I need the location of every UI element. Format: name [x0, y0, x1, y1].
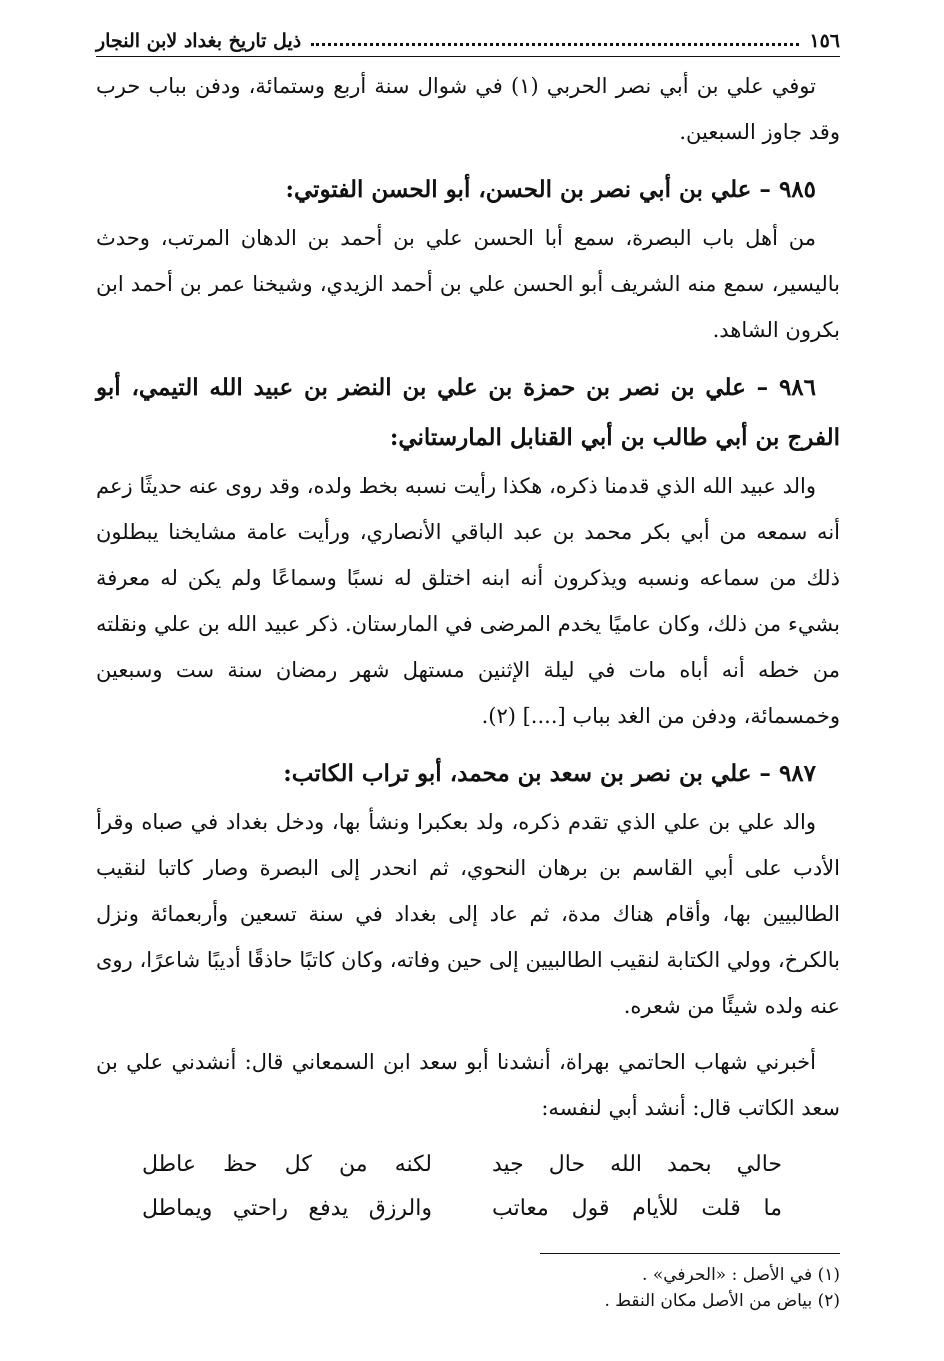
footnote-separator: [540, 1253, 840, 1254]
book-page: [96, 18, 840, 1314]
page-header: [96, 18, 840, 57]
footnote-1: (١) في الأصل : «الحرفي» .: [642, 1265, 840, 1285]
verse-line: [142, 1143, 782, 1187]
verse-line: [142, 1187, 782, 1231]
entry-heading-985: ٩٨٥ – علي بن أبي نصر بن الحسن، أبو الحسن الفتوتي:: [285, 176, 816, 203]
entry-heading-987: ٩٨٧ – علي بن نصر بن سعد بن محمد، أبو تراب الكاتب:: [283, 760, 816, 787]
page-number: ١٥٦: [809, 30, 840, 52]
entry-987-isnad-paragraph: أخبرني شهاب الحاتمي بهراة، أنشدنا أبو سعد ابن السمعاني قال: أنشدني علي بن سعد الكاتب قال: أنشد أبي لنفسه:: [96, 1050, 840, 1120]
entry-986-paragraph: والد عبيد الله الذي قدمنا ذكره، هكذا رأيت نسبه بخط ولده، وقد روى عنه حديثًا زعم أنه سمعه من أبي بكر محمد بن عبد الباقي الأنصاري، ورأيت عامة مشايخنا يبطلون ذلك من سماعه ونسبه ويذكرون أنه ابنه اختلق له نسبًا وسماعًا ولم يكن له معرفة بشيء من ذلك، وكان عاميًا يخدم المرضى في المارستان. ذكر عبيد الله بن علي ونقلته من خطه أنه أباه مات في ليلة الإثنين مستهل شهر رمضان سنة ست وسبعين وخمسمائة، ودفن من الغد بباب [....] (٢).: [96, 474, 840, 728]
footnotes: [96, 1262, 840, 1314]
verse-first-hemistich: حالي بحمد الله حال جيد: [492, 1152, 782, 1177]
entry-heading-986: ٩٨٦ – علي بن نصر بن حمزة بن علي بن النضر بن عبيد الله التيمي، أبو الفرج بن أبي طالب بن أبي القنابل المارستاني:: [96, 374, 840, 451]
header-dot-leader: [311, 43, 799, 46]
intro-paragraph: توفي علي بن أبي نصر الحربي (١) في شوال سنة أربع وستمائة، ودفن بباب حرب وقد جاوز السبعين.: [96, 74, 840, 144]
verse-second-hemistich: والرزق يدفع راحتي ويماطل: [142, 1196, 432, 1221]
running-title: ذيل تاريخ بغداد لابن النجار: [96, 30, 302, 52]
verse-first-hemistich: ما قلت للأيام قول معاتب: [492, 1196, 782, 1221]
footnote-2: (٢) بياض من الأصل مكان النقط .: [604, 1291, 840, 1311]
verse-second-hemistich: لكنه من كل حظ عاطل: [142, 1152, 432, 1177]
poem-verses: [142, 1143, 782, 1231]
entry-985-paragraph: من أهل باب البصرة، سمع أبا الحسن علي بن أحمد بن الدهان المرتب، وحدث باليسير، سمع منه الشريف أبو الحسن علي بن أحمد الزيدي، وشيخنا عمر بن أحمد ابن بكرون الشاهد.: [96, 226, 840, 342]
entry-987-paragraph: والد علي بن علي الذي تقدم ذكره، ولد بعكبرا ونشأ بها، ودخل بغداد في صباه وقرأ الأدب على أبي القاسم بن برهان النحوي، ثم انحدر إلى البصرة وصار كاتبا لنقيب الطالبيين بها، وأقام هناك مدة، ثم عاد إلى بغداد في سنة تسعين وأربعمائة ونزل بالكرخ، وولي الكتابة لنقيب الطالبيين إلى حين وفاته، وكان كاتبًا حاذقًا أديبًا شاعرًا، روى عنه ولده شيئًا من شعره.: [96, 810, 840, 1018]
